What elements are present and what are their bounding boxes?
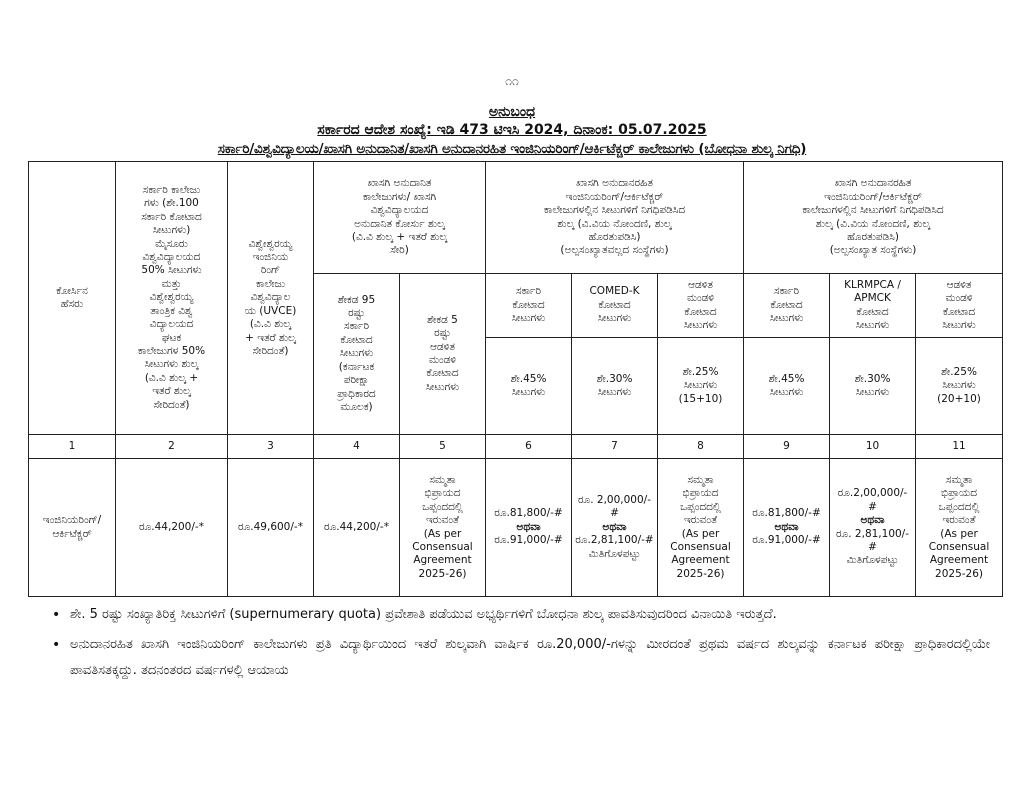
column-number: 11: [916, 435, 1003, 459]
minority-govt-quota-fee: [744, 459, 830, 597]
or-label: ಅಥವಾ: [516, 520, 541, 533]
bullet-icon: •: [52, 607, 61, 623]
or-label: ಅಥವಾ: [602, 520, 627, 533]
page-number: ೧೧: [505, 74, 519, 88]
fee-option-b: ರೂ.91,000/-#: [494, 534, 563, 547]
fee-option-b: ರೂ.2,81,100/-# ಮಿತಿಗೊಳಪಟ್ಟು: [575, 534, 654, 560]
comedk-quota-header: COMED-K ಕೋಟಾದ ಸೀಟುಗಳು: [572, 274, 658, 338]
klrmpca-apmck-quota-share: ಶೇ.30% ಸೀಟುಗಳು: [830, 338, 916, 435]
uvce-header: ವಿಶ್ವೇಶ್ವರಯ್ಯ ಇಂಜಿನಿಯ ರಿಂಗ್ ಕಾಲೇಜು ವಿಶ್ವವಿದ್ಯಾಲ ಯ (UVCE) (ವಿ.ವಿ ಶುಲ್ಕ + ಇತರೆ ಶುಲ್ಕ ಸೇರಿದಂತೆ): [228, 162, 314, 435]
govt-quota-95-header: ಶೇಕಡ 95 ರಷ್ಟು ಸರ್ಕಾರಿ ಕೋಟಾದ ಸೀಟುಗಳು (ಕರ್ನಾಟಕ ಪರೀಕ್ಷಾ ಪ್ರಾಧಿಕಾರದ ಮೂಲಕ): [314, 274, 400, 435]
course-name: ಇಂಜಿನಿಯರಿಂಗ್/ ಆರ್ಕಿಟೆಕ್ಚರ್: [29, 459, 116, 597]
comedk-quota-share: ಶೇ.30% ಸೀಟುಗಳು: [572, 338, 658, 435]
private-aided-header: ಖಾಸಗಿ ಅನುದಾನಿತ ಕಾಲೇಜುಗಳು/ ಖಾಸಗಿ ವಿಶ್ವವಿದ್ಯಾಲಯದ ಅನುದಾನಿತ ಕೋರ್ಸು ಶುಲ್ಕ (ವಿ.ವಿ ಶುಲ್ಕ + ಇತರೆ ಶುಲ್ಕ ಸೇರಿ): [314, 162, 486, 274]
or-label: ಅಥವಾ: [774, 520, 799, 533]
fee-option-a: ರೂ. 2,00,000/-#: [577, 493, 651, 520]
note-text: ಶೇ. 5 ರಷ್ಟು ಸಂಖ್ಯಾತಿರಿಕ್ತ ಸೀಟುಗಳಿಗೆ (supernumerary quota) ಪ್ರವೇಶಾತಿ ಪಡೆಯುವ ಅಭ್ಯರ್ಥಿಗಳಿಗೆ ಬೋಧನಾ ಶುಲ್ಕ ಪಾವತಿಸುವುದರಿಂದ ವಿನಾಯಿತಿ ಇರುತ್ತದೆ.: [70, 607, 777, 622]
annexure-heading: ಅನುಬಂಧ: [488, 104, 536, 120]
minority-management-quota-fee: ಸಮ್ಮತಾ ಭಿಪ್ರಾಯದ ಒಪ್ಪಂದದಲ್ಲಿ ಇರುವಂತೆ (As per Consensual Agreement 2025-26): [916, 459, 1003, 597]
fee-option-a: ರೂ.81,800/-#: [752, 507, 821, 520]
list-item: [52, 602, 990, 628]
klrmpca-apmck-quota-header: KLRMPCA / APMCK ಕೋಟಾದ ಸೀಟುಗಳು: [830, 274, 916, 338]
column-number: 5: [400, 435, 486, 459]
management-quota-share: ಶೇ.25% ಸೀಟುಗಳು (15+10): [658, 338, 744, 435]
notes-list: [52, 602, 990, 688]
minority-govt-quota-share: ಶೇ.45% ಸೀಟುಗಳು: [744, 338, 830, 435]
govt-college-fee: ರೂ.44,200/-*: [116, 459, 228, 597]
minority-management-quota-share: ಶೇ.25% ಸೀಟುಗಳು (20+10): [916, 338, 1003, 435]
column-number: 7: [572, 435, 658, 459]
private-unaided-minority-header: ಖಾಸಗಿ ಅನುದಾನರಹಿತ ಇಂಜಿನಿಯರಿಂಗ್/ಆರ್ಕಿಟೆಕ್ಚರ್ ಕಾಲೇಜುಗಳಲ್ಲಿನ ಸೀಟುಗಳಿಗೆ ನಿಗಧಿಪಡಿಸಿದ ಶುಲ್ಕ (ವಿ.ವಿಯ ನೋಂದಣಿ, ಶುಲ್ಕ ಹೊರತುಪಡಿಸಿ) (ಅಲ್ಪಸಂಖ್ಯಾತ ಸಂಸ್ಥೆಗಳು): [744, 162, 1003, 274]
private-unaided-nonminority-header: ಖಾಸಗಿ ಅನುದಾನರಹಿತ ಇಂಜಿನಿಯರಿಂಗ್/ಆರ್ಕಿಟೆಕ್ಚರ್ ಕಾಲೇಜುಗಳಲ್ಲಿನ ಸೀಟುಗಳಿಗೆ ನಿಗಧಿಪಡಿಸಿದ ಶುಲ್ಕ (ವಿ.ವಿಯ ನೋಂದಣಿ, ಶುಲ್ಕ ಹೊರತುಪಡಿಸಿ) (ಅಲ್ಪಸಂಖ್ಯಾತವಲ್ಲದ ಸಂಸ್ಥೆಗಳು): [486, 162, 744, 274]
fee-table: [28, 161, 1003, 597]
list-item: [52, 632, 990, 684]
column-number-row: [29, 435, 1003, 459]
aided-govt-quota-fee: ರೂ.44,200/-*: [314, 459, 400, 597]
fee-option-a: ರೂ.81,800/-#: [494, 507, 563, 520]
column-number: 4: [314, 435, 400, 459]
fee-option-b: ರೂ.91,000/-#: [752, 534, 821, 547]
table-subtitle: ಸರ್ಕಾರಿ/ವಿಶ್ವವಿದ್ಯಾಲಯ/ಖಾಸಗಿ ಅನುದಾನಿತ/ಖಾಸಗಿ ಅನುದಾನರಹಿತ ಇಂಜಿನಿಯರಿಂಗ್/ಆರ್ಕಿಟೆಕ್ಚರ್ ಕಾಲೇಜುಗಳು (ಬೋಧನಾ ಶುಲ್ಕ ನಿಗಧಿ): [217, 141, 807, 157]
aided-management-quota-fee: ಸಮ್ಮತಾ ಭಿಪ್ರಾಯದ ಒಪ್ಪಂದದಲ್ಲಿ ಇರುವಂತೆ (As per Consensual Agreement 2025-26): [400, 459, 486, 597]
bullet-icon: •: [52, 637, 61, 653]
header-row-groups: [29, 162, 1003, 274]
course-name-header: ಕೋರ್ಸಿನ ಹೆಸರು: [29, 162, 116, 435]
fee-option-b: ರೂ. 2,81,100/-# ಮಿತಿಗೊಳಪಟ್ಟು: [836, 527, 910, 567]
column-number: 10: [830, 435, 916, 459]
table-row: [29, 459, 1003, 597]
column-number: 1: [29, 435, 116, 459]
column-number: 9: [744, 435, 830, 459]
comedk-quota-fee: [572, 459, 658, 597]
govt-quota-header: ಸರ್ಕಾರಿ ಕೋಟಾದ ಸೀಟುಗಳು: [486, 274, 572, 338]
govt-quota-share: ಶೇ.45% ಸೀಟುಗಳು: [486, 338, 572, 435]
management-quota-header: ಆಡಳಿತ ಮಂಡಳಿ ಕೋಟಾದ ಸೀಟುಗಳು: [658, 274, 744, 338]
unaided-govt-quota-fee: [486, 459, 572, 597]
govt-college-header: ಸರ್ಕಾರಿ ಕಾಲೇಜು ಗಳು (ಶೇ.100 ಸರ್ಕಾರಿ ಕೋಟಾದ ಸೀಟುಗಳು) ಮೈಸೂರು ವಿಶ್ವವಿದ್ಯಾಲಯದ 50% ಸೀಟುಗಳು ಮತ್ತು ವಿಶ್ವೇಶ್ವರಯ್ಯ ತಾಂತ್ರಿಕ ವಿಶ್ವ ವಿದ್ಯಾಲಯದ ಘಟಕ ಕಾಲೇಜುಗಳ 50% ಸೀಟುಗಳು ಶುಲ್ಕ (ವಿ.ವಿ ಶುಲ್ಕ + ಇತರೆ ಶುಲ್ಕ ಸೇರಿದಂತೆ): [116, 162, 228, 435]
column-number: 2: [116, 435, 228, 459]
note-text: ಅನುದಾನರಹಿತ ಖಾಸಗಿ ಇಂಜಿನಿಯರಿಂಗ್ ಕಾಲೇಜುಗಳು ಪ್ರತಿ ವಿದ್ಯಾರ್ಥಿಯಿಂದ ಇತರೆ ಶುಲ್ಕವಾಗಿ ವಾರ್ಷಿಕ ರೂ.20,000/-ಗಳನ್ನು ಮೀರದಂತೆ ಪ್ರಥಮ ವರ್ಷದ ಶುಲ್ಕವನ್ನು ಕರ್ನಾಟಕ ಪರೀಕ್ಷಾ ಪ್ರಾಧಿಕಾರದಲ್ಲಿಯೇ ಪಾವತಿಸತಕ್ಕದ್ದು. ತದನಂತರದ ವರ್ಷಗಳಲ್ಲಿ ಆಯಾಯ: [70, 637, 990, 678]
minority-management-quota-header: ಆಡಳಿತ ಮಂಡಳಿ ಕೋಟಾದ ಸೀಟುಗಳು: [916, 274, 1003, 338]
minority-govt-quota-header: ಸರ್ಕಾರಿ ಕೋಟಾದ ಸೀಟುಗಳು: [744, 274, 830, 338]
column-number: 8: [658, 435, 744, 459]
unaided-management-quota-fee: ಸಮ್ಮತಾ ಭಿಪ್ರಾಯದ ಒಪ್ಪಂದದಲ್ಲಿ ಇರುವಂತೆ (As per Consensual Agreement 2025-26): [658, 459, 744, 597]
government-order-line: ಸರ್ಕಾರದ ಆದೇಶ ಸಂಖ್ಯೆ: ಇಡಿ 473 ಟಿಇಸಿ 2024, ದಿನಾಂಕ: 05.07.2025: [317, 122, 707, 138]
or-label: ಅಥವಾ: [860, 514, 885, 527]
klrmpca-apmck-quota-fee: [830, 459, 916, 597]
column-number: 6: [486, 435, 572, 459]
uvce-fee: ರೂ.49,600/-*: [228, 459, 314, 597]
column-number: 3: [228, 435, 314, 459]
management-quota-5-header: ಶೇಕಡ 5 ರಷ್ಟು ಆಡಳಿತ ಮಂಡಳಿ ಕೋಟಾದ ಸೀಟುಗಳು: [400, 274, 486, 435]
fee-option-a: ರೂ.2,00,000/- #: [837, 487, 908, 513]
